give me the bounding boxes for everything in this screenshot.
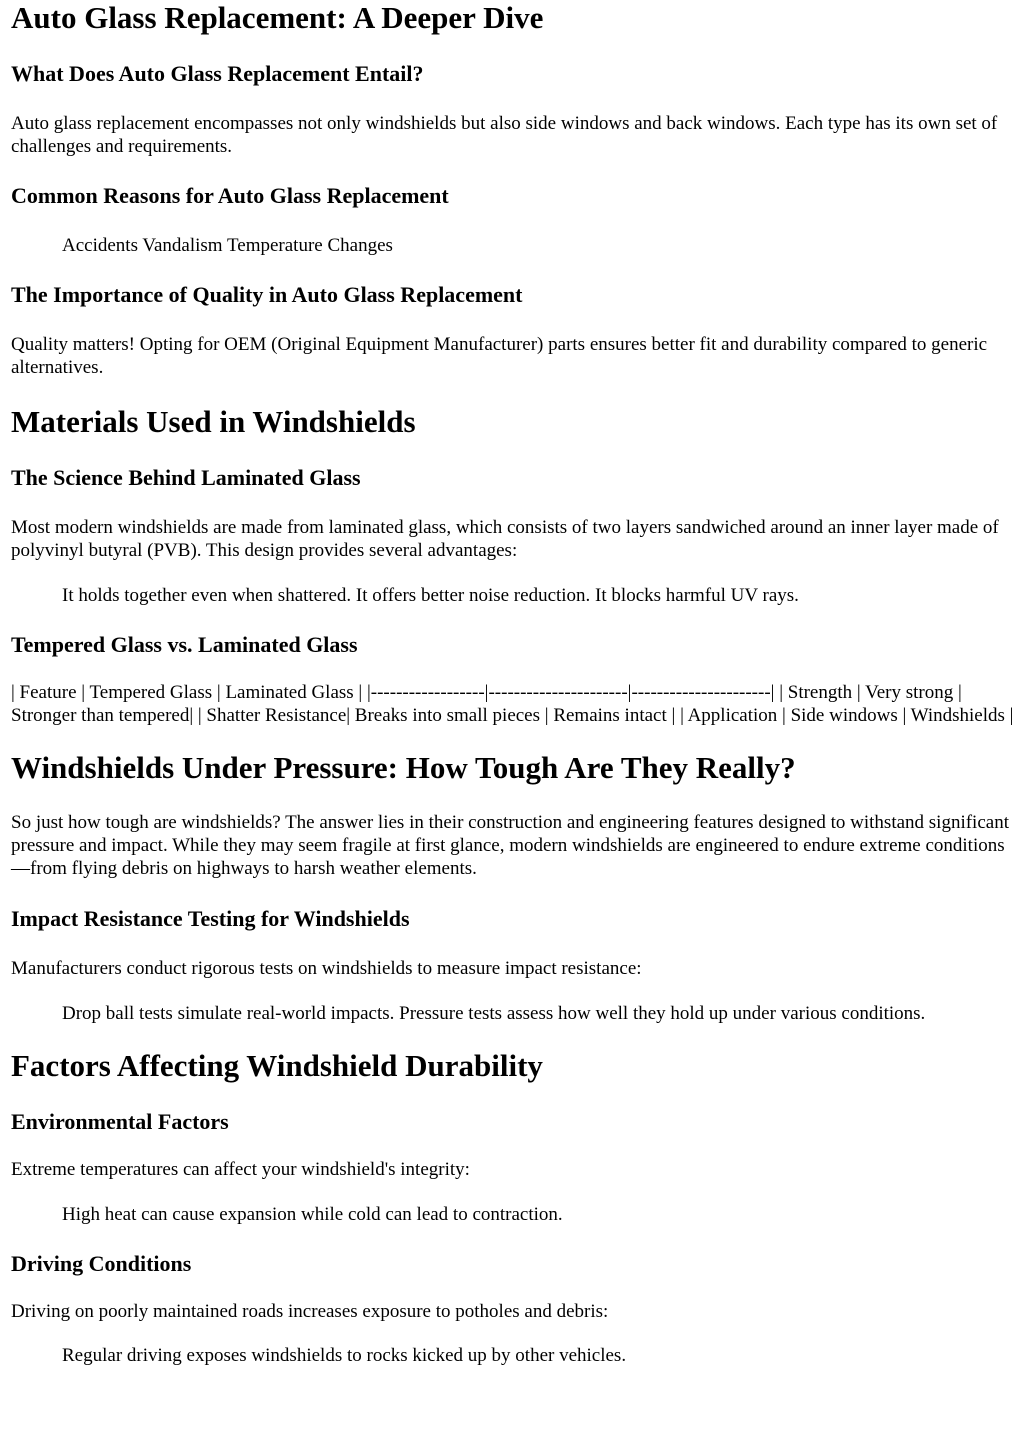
paragraph-impact-testing: Manufacturers conduct rigorous tests on windshields to measure impact resistance: [11,958,642,979]
heading-driving-conditions: Driving Conditions [11,1251,192,1276]
section-title-under-pressure: Windshields Under Pressure: How Tough Are They Really? [11,750,796,785]
heading-laminated: The Science Behind Laminated Glass [11,465,361,490]
paragraph-under-pressure-intro: So just how tough are windshields? The answer lies in their construction and engineering features designed to withstand significant pressure and impact. While they may seem fragile at first glance, modern windshields are engineered to endure extreme conditions—from flying debris on highways to harsh weather elements. [11,812,1009,879]
heading-quality: The Importance of Quality in Auto Glass Replacement [11,282,523,307]
section-title-durability-factors: Factors Affecting Windshield Durability [11,1048,543,1083]
heading-common-reasons: Common Reasons for Auto Glass Replacement [11,183,449,208]
heading-environmental: Environmental Factors [11,1109,229,1134]
list-environmental: High heat can cause expansion while cold can lead to contraction. [62,1204,563,1225]
paragraph-comparison-table-text: | Feature | Tempered Glass | Laminated Glass | |------------------|----------------------|----------------------| | Strength | Very strong | Stronger than tempered| | Shatter Resistance| Breaks into small pieces | Remains intact | | Application | Side windows | Windshields | [11,682,1014,726]
heading-what-entails: What Does Auto Glass Replacement Entail? [11,61,424,86]
paragraph-what-entails: Auto glass replacement encompasses not only windshields but also side windows and back windows. Each type has its own set of challenges and requirements. [11,113,998,157]
heading-impact-testing: Impact Resistance Testing for Windshields [11,906,410,931]
list-impact-tests: Drop ball tests simulate real-world impacts. Pressure tests assess how well they hold up under various conditions. [62,1003,926,1024]
section-title-auto-glass: Auto Glass Replacement: A Deeper Dive [11,0,544,35]
section-title-materials: Materials Used in Windshields [11,404,416,439]
paragraph-laminated: Most modern windshields are made from laminated glass, which consists of two layers sandwiched around an inner layer made of polyvinyl butyral (PVB). This design provides several advantages: [11,517,999,561]
list-common-reasons: Accidents Vandalism Temperature Changes [62,235,393,256]
paragraph-quality: Quality matters! Opting for OEM (Original Equipment Manufacturer) parts ensures better fit and durability compared to generic alternatives. [11,334,988,378]
heading-tempered-vs-laminated: Tempered Glass vs. Laminated Glass [11,632,358,657]
paragraph-environmental: Extreme temperatures can affect your windshield's integrity: [11,1159,470,1180]
list-laminated-advantages: It holds together even when shattered. It offers better noise reduction. It blocks harmful UV rays. [62,585,799,606]
paragraph-driving-conditions: Driving on poorly maintained roads increases exposure to potholes and debris: [11,1301,609,1322]
list-driving-conditions: Regular driving exposes windshields to rocks kicked up by other vehicles. [62,1345,627,1366]
